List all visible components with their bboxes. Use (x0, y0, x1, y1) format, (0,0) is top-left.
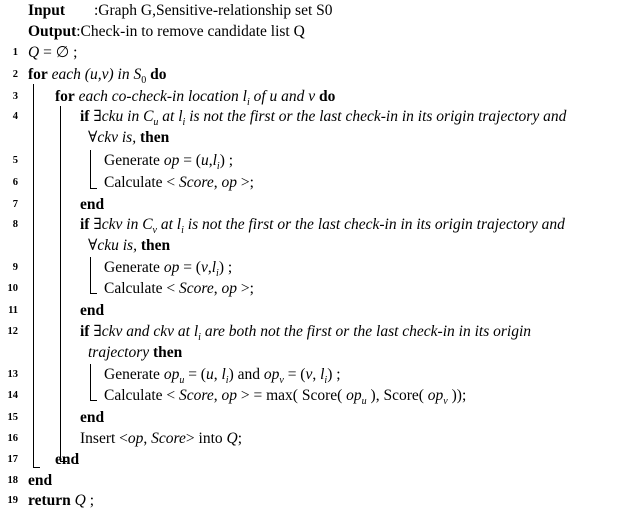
scope-bar-if-3 (90, 364, 97, 401)
line-text: ∀ckv is, then (88, 129, 170, 146)
line-number: 13 (7, 369, 18, 380)
line-number: 15 (7, 412, 18, 423)
line-text: Calculate < Score, op > = max( Score( $op_u$ ), Score( $op_v$ )); (104, 387, 467, 408)
line-text: Insert <op, Score> into Q; (80, 430, 243, 447)
scope-bar-if-2 (90, 257, 97, 294)
output-label: Output (28, 23, 77, 40)
input-label: Input (28, 2, 66, 19)
input-text: :Graph G,Sensitive-relationship set S0 (94, 2, 333, 19)
line-number: 19 (7, 495, 18, 506)
output-text: :Check-in to remove candidate list Q (76, 23, 305, 40)
line-number: 5 (12, 155, 18, 166)
line-text: Calculate < Score, op >; (104, 174, 254, 191)
line-text: end (80, 196, 105, 213)
line-text: Calculate < Score, op >; (104, 280, 254, 297)
line-number: 11 (8, 305, 18, 316)
line-number: 10 (7, 283, 18, 294)
line-text: Generate op = $(u,l_i)$ ; (104, 152, 234, 173)
line-text: if ∃cku in $C_u$ at $l_i$ is not the first or the last check-in in its origin trajectory and (80, 108, 567, 129)
line-number: 9 (12, 262, 18, 273)
line-number: 3 (12, 91, 18, 102)
line-text: for each co-check-in location $l_i$ of u and v do (55, 88, 336, 109)
line-number: 6 (12, 177, 18, 188)
line-number: 7 (12, 199, 18, 210)
line-text: ∀cku is, then (88, 237, 171, 254)
scope-bar-for-outer (33, 84, 40, 468)
line-text: Q = ∅ ; (28, 44, 78, 61)
line-text: Generate $op_u = (u$, $l_i$) and $op_v = (v$, $l_i$) ; (104, 366, 341, 387)
line-text: trajectory then (88, 344, 183, 361)
line-number: 14 (7, 390, 18, 401)
line-number: 18 (7, 475, 18, 486)
line-text: end (28, 472, 53, 489)
line-text: end (80, 409, 105, 426)
scope-bar-for-inner (60, 106, 67, 462)
line-number: 16 (7, 433, 18, 444)
line-text: end (55, 451, 80, 468)
line-text: if ∃ckv in $C_v$ at $l_i$ is not the first or the last check-in in its origin trajectory and (80, 216, 565, 237)
line-text: Generate op = $(v,l_i)$ ; (104, 259, 233, 280)
line-number: 2 (12, 69, 18, 80)
scope-bar-if-1 (90, 150, 97, 189)
line-text: for each (u,v) in $S_0$ do (28, 66, 167, 87)
line-number: 1 (12, 47, 18, 58)
line-text: end (80, 302, 105, 319)
line-number: 8 (12, 219, 18, 230)
line-text: return Q ; (28, 492, 95, 509)
line-number: 12 (7, 326, 18, 337)
line-text: if ∃ckv and ckv at $l_i$ are both not the first or the last check-in in its origin (80, 323, 532, 344)
line-number: 17 (7, 454, 18, 465)
line-number: 4 (12, 111, 18, 122)
